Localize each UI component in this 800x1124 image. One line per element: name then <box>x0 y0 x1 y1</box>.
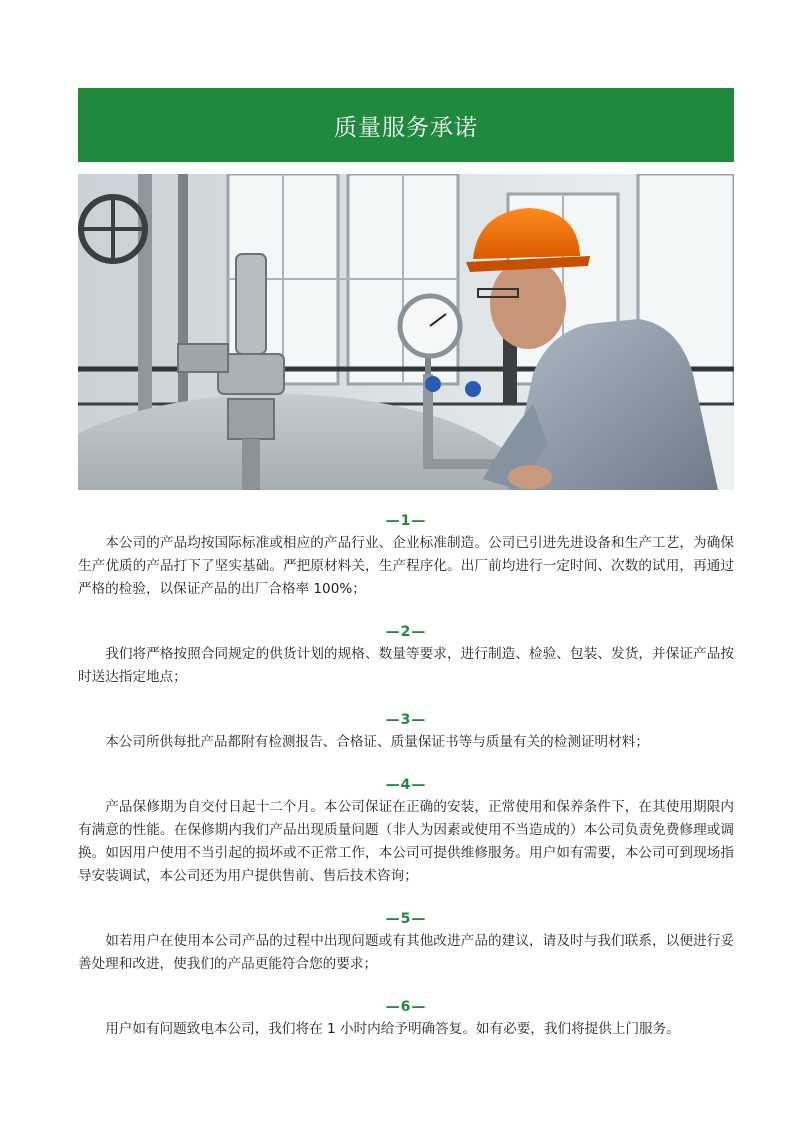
hero-photo <box>78 174 734 490</box>
section-number: —5— <box>385 911 427 927</box>
section-number: —6— <box>385 999 427 1015</box>
section-text: 本公司所供每批产品都附有检测报告、合格证、质量保证书等与质量有关的检测证明材料； <box>105 734 649 750</box>
section-text: 产品保修期为自交付日起十二个月。本公司保证在正确的安装，正常使用和保养条件下，在其使用期限内有满意的性能。在保修期内我们产品出现质量问题（非人为因素或使用不当造成的）本公司负责免费修理或调换。如因用户使用不当引起的损坏或不正常工作，本公司可提供维修服务。用户如有需要，本公司可到现场指导安装调试，本公司还为用户提供售前、售后技术咨询； <box>78 799 734 884</box>
commitment-section-4 <box>78 774 734 888</box>
section-text: 如若用户在使用本公司产品的过程中出现问题或有其他改进产品的建议，请及时与我们联系，以便进行妥善处理和改进，使我们的产品更能符合您的要求； <box>78 933 734 972</box>
commitment-section-2 <box>78 621 734 689</box>
section-text: 本公司的产品均按国际标准或相应的产品行业、企业标准制造。公司已引进先进设备和生产工艺，为确保生产优质的产品打下了坚实基础。严把原材料关，生产程序化。出厂前均进行一定时间、次数的试用，再通过严格的检验，以保证产品的出厂合格率 100%； <box>78 535 734 597</box>
title-banner <box>78 88 734 162</box>
section-number: —3— <box>385 712 427 728</box>
section-number: —2— <box>385 624 427 640</box>
commitment-section-6 <box>78 996 734 1041</box>
page-title: 质量服务承诺 <box>334 114 478 141</box>
section-number: —1— <box>385 513 427 529</box>
section-text: 用户如有问题致电本公司，我们将在 1 小时内给予明确答复。如有必要，我们将提供上门服务。 <box>105 1021 680 1037</box>
worker-valve-illustration <box>78 174 734 490</box>
commitment-section-5 <box>78 908 734 976</box>
section-number: —4— <box>385 777 427 793</box>
section-text: 我们将严格按照合同规定的供货计划的规格、数量等要求，进行制造、检验、包装、发货，并保证产品按时送达指定地点； <box>78 646 734 685</box>
commitment-content <box>78 510 734 1057</box>
commitment-section-3 <box>78 709 734 754</box>
commitment-section-1 <box>78 510 734 601</box>
